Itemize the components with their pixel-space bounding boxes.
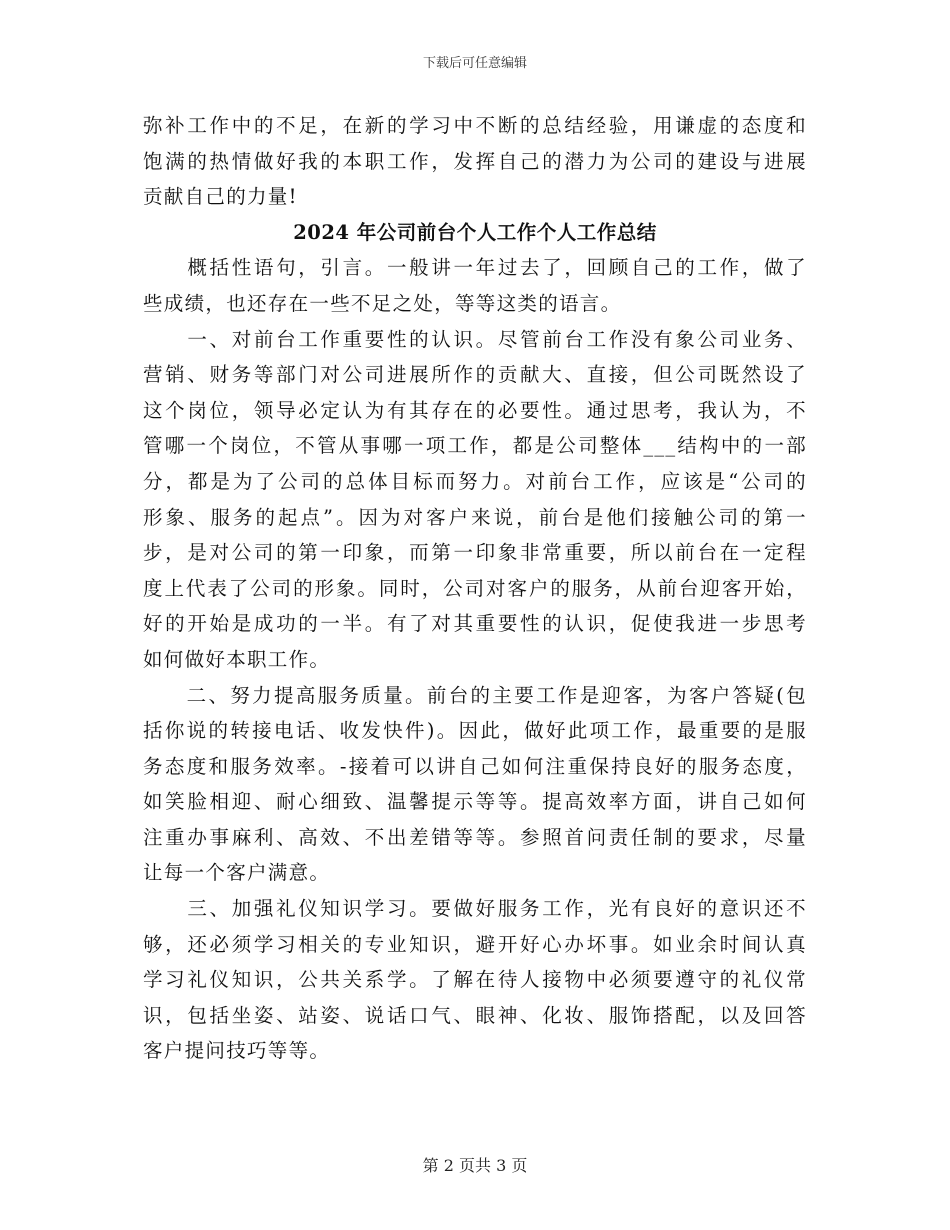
document-title: 2024 年公司前台个人工作个人工作总结 (293, 220, 657, 244)
text-line: 弥补工作中的不足，在新的学习中不断的总结经验，用谦虚的态度和 (143, 114, 807, 137)
text-line: 分，都是为了公司的总体目标而努力。对前台工作，应该是“公司的 (143, 469, 807, 493)
text-line: 概括性语句，引言。一般讲一年过去了，回顾自己的工作，做了 (143, 256, 807, 280)
text-line: 营销、财务等部门对公司进展所作的贡献大、直接，但公司既然设了 (143, 363, 807, 387)
text-line: 括你说的转接电话、收发快件)。因此，做好此项工作，最重要的是服 (143, 719, 807, 743)
text-line: 注重办事麻利、高效、不出差错等等。参照首问责任制的要求，尽量 (143, 825, 807, 849)
text-line: 些成绩，也还存在一些不足之处，等等这类的语言。 (143, 291, 622, 315)
text-line: 饱满的热情做好我的本职工作，发挥自己的潜力为公司的建设与进展 (143, 149, 807, 173)
text-line: 识，包括坐姿、站姿、说话口气、眼神、化妆、服饰搭配，以及回答 (143, 1003, 807, 1027)
text-line: 务态度和服务效率。-接着可以讲自己如何注重保持良好的服务态度， (143, 754, 807, 778)
text-line: 学习礼仪知识，公共关系学。了解在待人接物中必须要遵守的礼仪常 (143, 968, 807, 992)
page-footer: 第 2 页共 3 页 (422, 1156, 528, 1175)
text-line: 一、对前台工作重要性的认识。尽管前台工作没有象公司业务、 (143, 327, 807, 351)
text-line: 度上代表了公司的形象。同时，公司对客户的服务，从前台迎客开始， (143, 576, 807, 600)
text-line: 三、加强礼仪知识学习。要做好服务工作，光有良好的意识还不 (143, 897, 807, 921)
text-line: 贡献自己的力量! (143, 185, 298, 209)
text-line: 客户提问技巧等等。 (143, 1039, 331, 1063)
text-line: 管哪一个岗位，不管从事哪一项工作，都是公司整体___结构中的一部 (143, 434, 807, 458)
text-line: 二、努力提高服务质量。前台的主要工作是迎客，为客户答疑(包 (143, 683, 807, 707)
text-line: 如何做好本职工作。 (143, 647, 331, 671)
text-line: 如笑脸相迎、耐心细致、温馨提示等等。提高效率方面，讲自己如何 (143, 790, 807, 814)
text-line: 好的开始是成功的一半。有了对其重要性的认识，促使我进一步思考 (143, 612, 807, 636)
text-line: 够，还必须学习相关的专业知识，避开好心办坏事。如业余时间认真 (143, 932, 807, 956)
text-line: 让每一个客户满意。 (143, 861, 331, 885)
text-line: 形象、服务的起点”。因为对客户来说，前台是他们接触公司的第一 (143, 505, 807, 529)
text-line: 步，是对公司的第一印象，而第一印象非常重要，所以前台在一定程 (143, 541, 807, 565)
page-header: 下载后可任意编辑 (422, 56, 527, 71)
text-line: 这个岗位，领导必定认为有其存在的必要性。通过思考，我认为，不 (143, 398, 807, 422)
document-body (143, 108, 807, 1069)
